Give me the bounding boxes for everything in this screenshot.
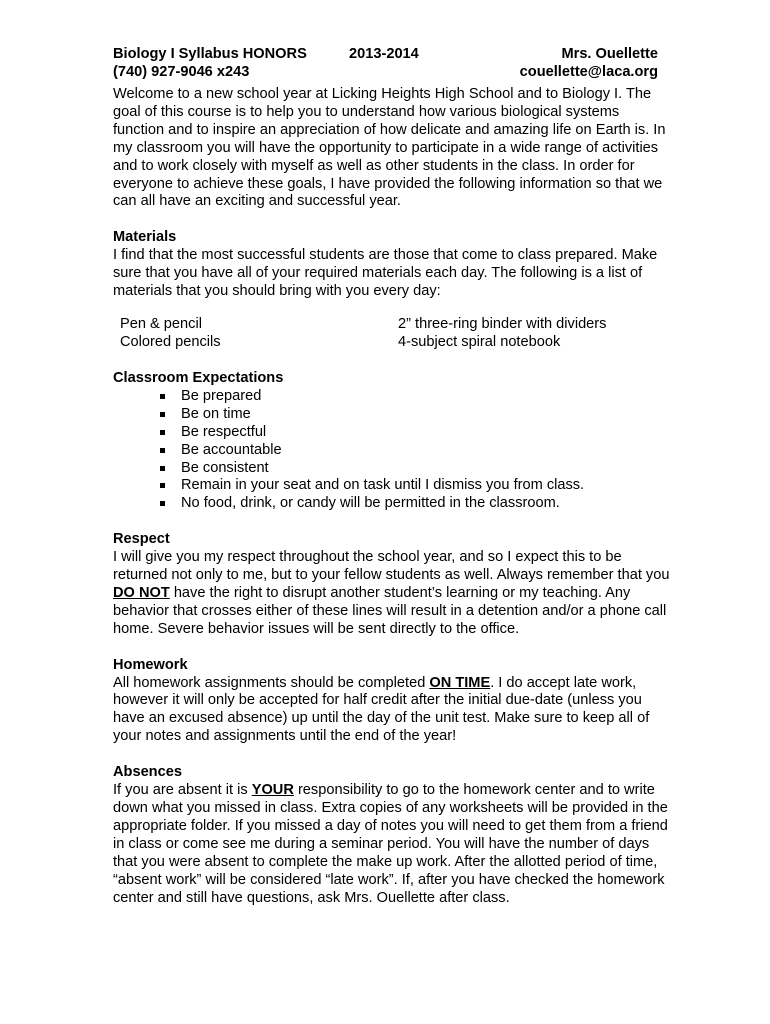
email-address: couellette@laca.org — [519, 64, 658, 80]
expectation-text: Be accountable — [181, 441, 282, 458]
respect-paragraph — [113, 549, 673, 639]
homework-emphasis: ON TIME — [429, 674, 491, 691]
list-item — [113, 495, 673, 513]
absences-text-start: If you are absent it is — [113, 782, 252, 799]
header-row-2 — [113, 64, 673, 82]
bullet-square-icon — [160, 448, 165, 453]
respect-section — [113, 531, 673, 638]
teacher-name: Mrs. Ouellette — [561, 46, 658, 62]
material-item: Colored pencils — [120, 333, 221, 350]
expectation-text: Remain in your seat and on task until I dismiss you from class. — [181, 477, 585, 494]
materials-list — [113, 316, 673, 352]
list-item — [113, 406, 673, 424]
list-item — [113, 442, 673, 460]
material-item: Pen & pencil — [120, 315, 202, 332]
expectations-heading: Classroom Expectations — [113, 369, 284, 386]
respect-emphasis: DO NOT — [113, 584, 170, 601]
phone-number: (740) 927-9046 x243 — [113, 64, 250, 80]
expectation-text: Be on time — [181, 405, 251, 422]
expectation-text: Be consistent — [181, 459, 269, 476]
bullet-square-icon — [160, 412, 165, 417]
course-title: Biology I Syllabus HONORS — [113, 46, 307, 62]
list-item — [113, 388, 673, 406]
absences-text-end: responsibility to go to the homework center and to write down what you missed in class. Extra copies of any worksheets will be provided in the appropriate folder. If you missed a day of notes you will need to get them from a friend in class or come see me during a seminar period. You will have the number of days that you were absent to complete the make up work. After the allotted period of time, “absent work” will be considered “late work”. If, after you have checked the homework center and still have questions, ask Mrs. Ouellette after class. — [113, 782, 668, 906]
intro-paragraph: Welcome to a new school year at Licking Heights High School and to Biology I. The goal of this course is to help you to understand how various biological systems function and to inspire an appreciation of how delicate and amazing life on Earth is. In my classroom you will have the opportunity to participate in a wide range of activities and to work closely with myself as well as other students in the class. In order for everyone to achieve these goals, I have provided the following information so that we can all have an exciting and successful year. — [113, 86, 666, 210]
materials-heading: Materials — [113, 229, 177, 246]
respect-text-start: I will give you my respect throughout the school year, and so I expect this to be returned not only to me, but to your fellow students as well. Always remember that you — [113, 549, 670, 584]
bullet-square-icon — [160, 430, 165, 435]
homework-paragraph — [113, 675, 673, 747]
expectation-text: No food, drink, or candy will be permitted in the classroom. — [181, 495, 560, 512]
school-year: 2013-2014 — [349, 46, 419, 62]
header-row-1 — [113, 46, 673, 64]
absences-paragraph — [113, 782, 673, 907]
material-item: 2” three-ring binder with dividers — [398, 315, 607, 332]
homework-text-end: . I do accept late work, however it will only be accepted for half credit after the initial due-date (unless you have an excused absence) up until the day of the unit test. Make sure to keep all of your notes and assignments until the end of the year! — [113, 674, 650, 745]
expectations-section — [113, 370, 673, 513]
absences-emphasis: YOUR — [251, 782, 294, 799]
document-header — [113, 46, 673, 82]
expectation-text: Be prepared — [181, 387, 262, 404]
bullet-square-icon — [160, 466, 165, 471]
material-item: 4-subject spiral notebook — [398, 333, 561, 350]
respect-text-end: have the right to disrupt another student’s learning or my teaching. Any behavior that crosses either of these lines will result in a detention and/or a phone call home. Severe behavior issues will be sent directly to the office. — [113, 584, 667, 637]
expectations-list — [113, 388, 673, 513]
absences-section — [113, 764, 673, 907]
list-item — [113, 477, 673, 495]
homework-section — [113, 657, 673, 747]
materials-text: I find that the most successful students are those that come to class prepared. Make sure that you have all of your required materials each day. The following is a list of materials that you should bring with you every day: — [113, 247, 658, 300]
homework-heading: Homework — [113, 656, 188, 673]
list-item — [113, 460, 673, 478]
respect-heading: Respect — [113, 531, 170, 548]
bullet-square-icon — [160, 483, 165, 488]
expectation-text: Be respectful — [181, 423, 267, 440]
page-content — [113, 46, 673, 907]
absences-heading: Absences — [113, 764, 182, 781]
list-item — [113, 424, 673, 442]
homework-text-start: All homework assignments should be completed — [113, 674, 430, 691]
bullet-square-icon — [160, 394, 165, 399]
materials-section — [113, 229, 673, 352]
bullet-square-icon — [160, 501, 165, 506]
